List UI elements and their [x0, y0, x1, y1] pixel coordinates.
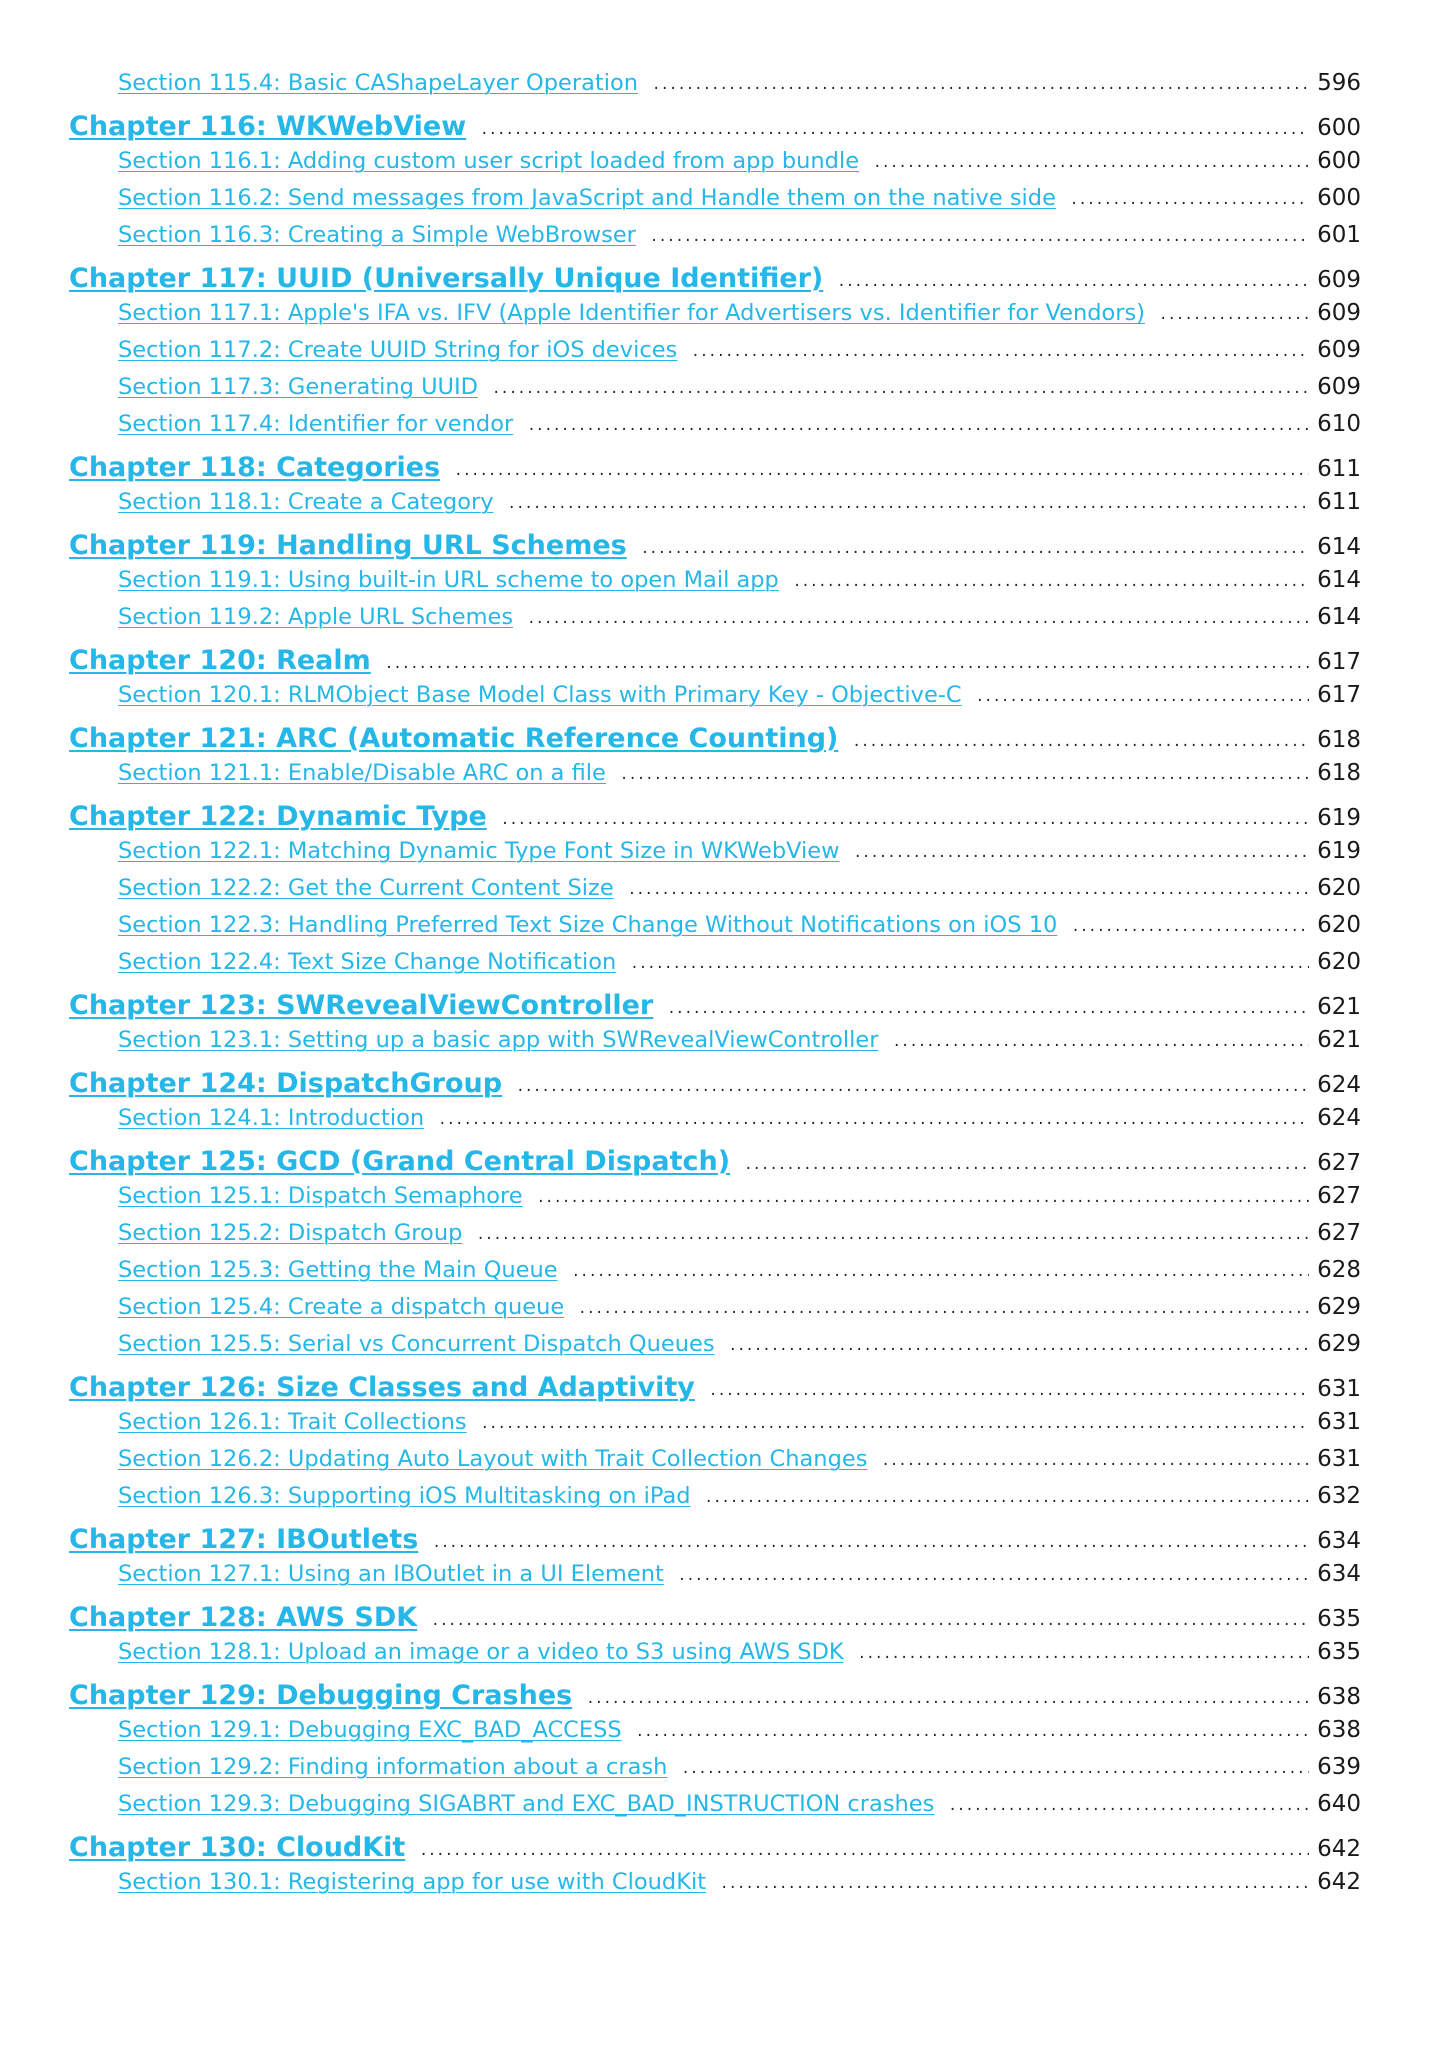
page-number: 610	[1317, 411, 1361, 437]
dot-leader	[454, 463, 1309, 479]
toc-section-row	[69, 148, 1361, 185]
toc-chapter-row	[69, 259, 1361, 300]
toc-section-row	[69, 1791, 1361, 1828]
page-number: 600	[1317, 185, 1361, 211]
dot-leader	[636, 1724, 1309, 1740]
page-number: 642	[1317, 1836, 1361, 1862]
chapter-link[interactable]: Chapter 118: Categories	[69, 452, 441, 483]
page-number: 618	[1317, 760, 1361, 786]
dot-leader	[681, 1761, 1309, 1777]
dot-leader	[858, 1646, 1309, 1662]
page-number: 629	[1317, 1294, 1361, 1320]
dot-leader	[641, 541, 1309, 557]
toc-chapter-row	[69, 1598, 1361, 1639]
toc-section-row	[69, 1639, 1361, 1676]
dot-leader	[537, 1190, 1309, 1206]
dot-leader	[852, 734, 1309, 750]
page-number: 634	[1317, 1561, 1361, 1587]
dot-leader	[720, 1876, 1309, 1892]
toc-section-row	[69, 1561, 1361, 1598]
section-link[interactable]: Section 124.1: Introduction	[118, 1105, 425, 1131]
dot-leader	[881, 1453, 1309, 1469]
section-link[interactable]: Section 122.4: Text Size Change Notification	[118, 949, 617, 975]
dot-leader	[431, 1613, 1309, 1629]
dot-leader	[709, 1383, 1309, 1399]
section-link[interactable]: Section 126.2: Updating Auto Layout with Trait Collection Changes	[118, 1446, 868, 1472]
page-number: 635	[1317, 1606, 1361, 1632]
page-number: 624	[1317, 1105, 1361, 1131]
dot-leader	[501, 812, 1309, 828]
dot-leader	[1159, 307, 1309, 323]
section-link[interactable]: Section 125.4: Create a dispatch queue	[118, 1294, 565, 1320]
page-number: 609	[1317, 337, 1361, 363]
page-number: 601	[1317, 222, 1361, 248]
toc-section-row	[69, 1446, 1361, 1483]
page-number: 624	[1317, 1072, 1361, 1098]
dot-leader	[481, 1416, 1309, 1432]
dot-leader	[650, 229, 1309, 245]
dot-leader	[892, 1034, 1309, 1050]
chapter-link[interactable]: Chapter 130: CloudKit	[69, 1832, 406, 1863]
chapter-link[interactable]: Chapter 119: Handling URL Schemes	[69, 530, 627, 561]
chapter-link[interactable]: Chapter 122: Dynamic Type	[69, 801, 487, 832]
section-link[interactable]: Section 116.1: Adding custom user script loaded from app bundle	[118, 148, 860, 174]
dot-leader	[793, 574, 1309, 590]
page-number: 609	[1317, 267, 1361, 293]
toc-chapter-row	[69, 986, 1361, 1027]
page-number: 642	[1317, 1869, 1361, 1895]
page-number: 638	[1317, 1717, 1361, 1743]
page-number: 621	[1317, 994, 1361, 1020]
toc-chapter-row	[69, 797, 1361, 838]
toc-chapter-row	[69, 1828, 1361, 1869]
toc-section-row	[69, 949, 1361, 986]
section-link[interactable]: Section 117.1: Apple's IFA vs. IFV (Apple Identifier for Advertisers vs. Identifier for Vendors)	[118, 300, 1146, 326]
section-link[interactable]: Section 125.2: Dispatch Group	[118, 1220, 463, 1246]
section-link[interactable]: Section 125.5: Serial vs Concurrent Dispatch Queues	[118, 1331, 715, 1357]
dot-leader	[438, 1112, 1309, 1128]
chapter-link[interactable]: Chapter 124: DispatchGroup	[69, 1068, 503, 1099]
toc-section-row	[69, 70, 1361, 107]
chapter-link[interactable]: Chapter 126: Size Classes and Adaptivity	[69, 1372, 695, 1403]
toc-chapter-row	[69, 719, 1361, 760]
page-number: 627	[1317, 1150, 1361, 1176]
section-link[interactable]: Section 119.2: Apple URL Schemes	[118, 604, 514, 630]
section-link[interactable]: Section 128.1: Upload an image or a video to S3 using AWS SDK	[118, 1639, 844, 1665]
toc-section-row	[69, 222, 1361, 259]
dot-leader	[1071, 919, 1309, 935]
toc-chapter-row	[69, 107, 1361, 148]
chapter-link[interactable]: Chapter 128: AWS SDK	[69, 1602, 418, 1633]
dot-leader	[744, 1157, 1309, 1173]
section-link[interactable]: Section 115.4: Basic CAShapeLayer Operation	[118, 70, 639, 96]
dot-leader	[432, 1535, 1309, 1551]
page-number: 631	[1317, 1409, 1361, 1435]
chapter-link[interactable]: Chapter 123: SWRevealViewController	[69, 990, 654, 1021]
chapter-link[interactable]: Chapter 127: IBOutlets	[69, 1524, 419, 1555]
chapter-link[interactable]: Chapter 129: Debugging Crashes	[69, 1680, 573, 1711]
dot-leader	[516, 1079, 1309, 1095]
toc-section-row	[69, 489, 1361, 526]
section-link[interactable]: Section 126.3: Supporting iOS Multitasking on iPad	[118, 1483, 691, 1509]
toc-section-row	[69, 838, 1361, 875]
dot-leader	[578, 1301, 1309, 1317]
toc-section-row	[69, 1331, 1361, 1368]
section-link[interactable]: Section 129.1: Debugging EXC_BAD_ACCESS	[118, 1717, 622, 1743]
toc-section-row	[69, 567, 1361, 604]
page-number: 634	[1317, 1528, 1361, 1554]
toc-chapter-row	[69, 641, 1361, 682]
dot-leader	[508, 496, 1310, 512]
toc-chapter-row	[69, 1142, 1361, 1183]
section-link[interactable]: Section 121.1: Enable/Disable ARC on a file	[118, 760, 606, 786]
toc-section-row	[69, 185, 1361, 222]
section-link[interactable]: Section 117.2: Create UUID String for iOS devices	[118, 337, 678, 363]
toc-section-row	[69, 374, 1361, 411]
section-link[interactable]: Section 129.2: Finding information about a crash	[118, 1754, 668, 1780]
dot-leader	[667, 1001, 1309, 1017]
page-number: 617	[1317, 649, 1361, 675]
section-link[interactable]: Section 116.3: Creating a Simple WebBrowser	[118, 222, 636, 248]
dot-leader	[691, 344, 1309, 360]
dot-leader	[729, 1338, 1310, 1354]
toc-section-row	[69, 1294, 1361, 1331]
page-number: 620	[1317, 949, 1361, 975]
toc-section-row	[69, 1754, 1361, 1791]
dot-leader	[476, 1227, 1309, 1243]
toc-section-row	[69, 1483, 1361, 1520]
section-link[interactable]: Section 122.3: Handling Preferred Text Size Change Without Notifications on iOS 10	[118, 912, 1058, 938]
chapter-link[interactable]: Chapter 116: WKWebView	[69, 111, 467, 142]
page-number: 611	[1317, 489, 1361, 515]
dot-leader	[492, 381, 1309, 397]
toc-section-row	[69, 682, 1361, 719]
dot-leader	[652, 77, 1309, 93]
dot-leader	[837, 274, 1309, 290]
dot-leader	[948, 1798, 1309, 1814]
dot-leader	[385, 656, 1309, 672]
toc-chapter-row	[69, 526, 1361, 567]
dot-leader	[705, 1490, 1310, 1506]
page-number: 614	[1317, 604, 1361, 630]
section-link[interactable]: Section 120.1: RLMObject Base Model Class with Primary Key - Objective-C	[118, 682, 962, 708]
section-link[interactable]: Section 117.4: Identifier for vendor	[118, 411, 514, 437]
page-number: 631	[1317, 1446, 1361, 1472]
page-number: 631	[1317, 1376, 1361, 1402]
dot-leader	[628, 882, 1309, 898]
page-number: 635	[1317, 1639, 1361, 1665]
toc-section-row	[69, 1220, 1361, 1257]
section-link[interactable]: Section 127.1: Using an IBOutlet in a UI Element	[118, 1561, 664, 1587]
dot-leader	[678, 1568, 1309, 1584]
page-number: 640	[1317, 1791, 1361, 1817]
section-link[interactable]: Section 126.1: Trait Collections	[118, 1409, 467, 1435]
toc-section-row	[69, 1183, 1361, 1220]
section-link[interactable]: Section 122.2: Get the Current Content Size	[118, 875, 614, 901]
page-number: 619	[1317, 805, 1361, 831]
section-link[interactable]: Section 118.1: Create a Category	[118, 489, 494, 515]
toc-chapter-row	[69, 1520, 1361, 1561]
section-link[interactable]: Section 125.1: Dispatch Semaphore	[118, 1183, 523, 1209]
table-of-contents	[69, 70, 1361, 1906]
page-number: 620	[1317, 912, 1361, 938]
toc-section-row	[69, 1027, 1361, 1064]
page-number: 627	[1317, 1220, 1361, 1246]
dot-leader	[480, 122, 1309, 138]
page-number: 600	[1317, 115, 1361, 141]
toc-section-row	[69, 337, 1361, 374]
page-number: 627	[1317, 1183, 1361, 1209]
page-number: 632	[1317, 1483, 1361, 1509]
dot-leader	[527, 611, 1309, 627]
page-number: 629	[1317, 1331, 1361, 1357]
page-number: 639	[1317, 1754, 1361, 1780]
section-link[interactable]: Section 119.1: Using built-in URL scheme to open Mail app	[118, 567, 779, 593]
toc-section-row	[69, 1105, 1361, 1142]
toc-section-row	[69, 1869, 1361, 1906]
section-link[interactable]: Section 129.3: Debugging SIGABRT and EXC_BAD_INSTRUCTION crashes	[118, 1791, 935, 1817]
page-number: 628	[1317, 1257, 1361, 1283]
chapter-link[interactable]: Chapter 117: UUID (Universally Unique Identifier)	[69, 263, 824, 294]
toc-chapter-row	[69, 1064, 1361, 1105]
dot-leader	[419, 1843, 1309, 1859]
section-link[interactable]: Section 125.3: Getting the Main Queue	[118, 1257, 558, 1283]
dot-leader	[854, 845, 1310, 861]
page-number: 614	[1317, 534, 1361, 560]
dot-leader	[873, 155, 1309, 171]
toc-section-row	[69, 300, 1361, 337]
chapter-link[interactable]: Chapter 125: GCD (Grand Central Dispatch)	[69, 1146, 731, 1177]
chapter-link[interactable]: Chapter 120: Realm	[69, 645, 371, 676]
toc-section-row	[69, 1257, 1361, 1294]
section-link[interactable]: Section 122.1: Matching Dynamic Type Font Size in WKWebView	[118, 838, 840, 864]
dot-leader	[976, 689, 1309, 705]
toc-section-row	[69, 912, 1361, 949]
toc-section-row	[69, 1717, 1361, 1754]
page-number: 609	[1317, 374, 1361, 400]
toc-chapter-row	[69, 448, 1361, 489]
page-number: 621	[1317, 1027, 1361, 1053]
toc-section-row	[69, 1409, 1361, 1446]
page-number: 600	[1317, 148, 1361, 174]
page-number: 617	[1317, 682, 1361, 708]
dot-leader	[1070, 192, 1309, 208]
page-number: 596	[1317, 70, 1361, 96]
dot-leader	[527, 418, 1309, 434]
page-number: 638	[1317, 1684, 1361, 1710]
section-link[interactable]: Section 130.1: Registering app for use with CloudKit	[118, 1869, 707, 1895]
section-link[interactable]: Section 123.1: Setting up a basic app with SWRevealViewController	[118, 1027, 879, 1053]
dot-leader	[586, 1691, 1309, 1707]
dot-leader	[620, 767, 1309, 783]
page-number: 614	[1317, 567, 1361, 593]
section-link[interactable]: Section 116.2: Send messages from JavaScript and Handle them on the native side	[118, 185, 1056, 211]
toc-chapter-row	[69, 1368, 1361, 1409]
dot-leader	[630, 956, 1309, 972]
toc-section-row	[69, 760, 1361, 797]
toc-section-row	[69, 875, 1361, 912]
dot-leader	[572, 1264, 1309, 1280]
toc-section-row	[69, 411, 1361, 448]
page-number: 611	[1317, 456, 1361, 482]
toc-section-row	[69, 604, 1361, 641]
section-link[interactable]: Section 117.3: Generating UUID	[118, 374, 478, 400]
toc-chapter-row	[69, 1676, 1361, 1717]
page-number: 618	[1317, 727, 1361, 753]
page-number: 620	[1317, 875, 1361, 901]
page-number: 609	[1317, 300, 1361, 326]
chapter-link[interactable]: Chapter 121: ARC (Automatic Reference Counting)	[69, 723, 839, 754]
page-number: 619	[1317, 838, 1361, 864]
